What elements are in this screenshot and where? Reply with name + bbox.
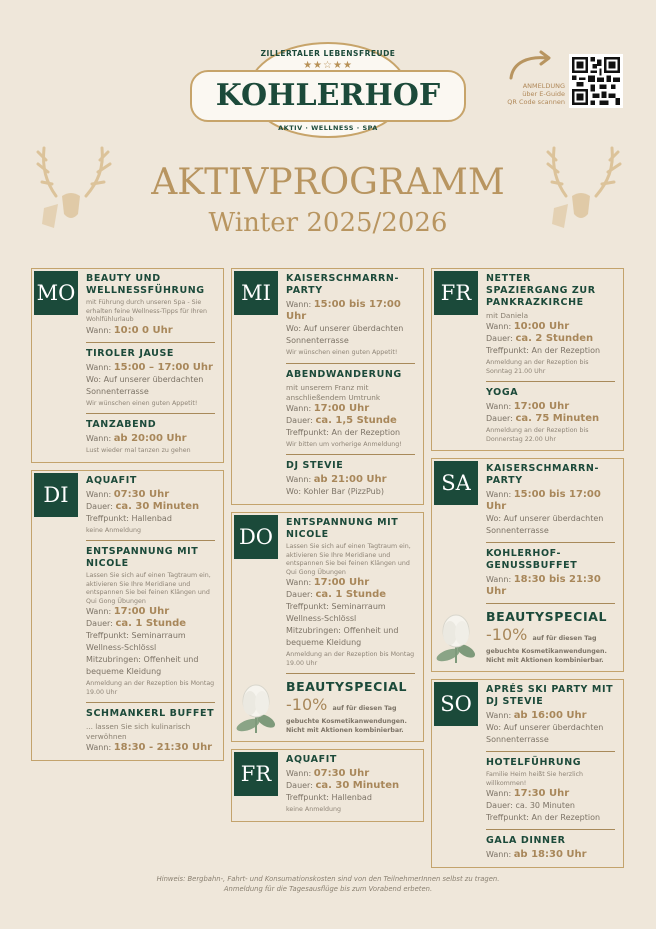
event-title: DJ STEVIE bbox=[286, 460, 344, 471]
event-location-value: Auf unserer überdachten Sonnenterrasse bbox=[486, 723, 604, 744]
event-time-label: Wann: bbox=[486, 789, 512, 798]
stars-icon: ★★☆★★ bbox=[303, 60, 353, 71]
event-location-label: Wo: bbox=[486, 514, 502, 523]
event-time bbox=[286, 474, 415, 486]
day-box-do bbox=[231, 512, 424, 742]
event-bring-along bbox=[86, 654, 215, 678]
event-meeting-point bbox=[86, 630, 215, 654]
event-item bbox=[486, 757, 615, 830]
event-list bbox=[486, 463, 615, 665]
event-meeting-point bbox=[286, 427, 415, 439]
event-time-label: Wann: bbox=[86, 607, 112, 616]
event-duration-label: Dauer: bbox=[286, 590, 313, 599]
event-duration-value: ca. 30 Minuten bbox=[515, 801, 575, 810]
event-duration-label: Dauer: bbox=[286, 781, 313, 790]
registration-line3: QR Code scannen bbox=[507, 98, 565, 106]
event-time bbox=[286, 577, 415, 589]
event-title: HOTELFÜHRUNG bbox=[486, 757, 582, 768]
event-time-label: Wann: bbox=[286, 578, 312, 587]
event-location bbox=[286, 486, 415, 498]
day-box-mo bbox=[31, 268, 224, 463]
event-time-label: Wann: bbox=[486, 711, 512, 720]
event-time-value: 10:0 0 Uhr bbox=[113, 324, 173, 336]
event-description: Lassen Sie sich auf einen Tagtraum ein, aktivieren Sie Ihre Meridiane und entspannen Sie bei feinen Klängen und Qui Gong Übungen bbox=[286, 543, 411, 576]
special-percent: -10% bbox=[486, 625, 528, 644]
day-badge: MO bbox=[34, 271, 78, 315]
event-list bbox=[286, 517, 415, 735]
event-time-value: ab 21:00 Uhr bbox=[313, 474, 387, 485]
event-list bbox=[286, 273, 415, 498]
event-meeting-point-value: An der Rezeption bbox=[531, 346, 601, 355]
event-title: SCHMANKERL BUFFET bbox=[86, 708, 215, 719]
event-meeting-point-value: An der Rezeption bbox=[331, 427, 401, 437]
event-time-label: Wann: bbox=[86, 434, 112, 443]
event-item bbox=[486, 548, 615, 604]
event-meeting-point-value: An der Rezeption bbox=[531, 813, 601, 822]
event-time-value: ab 16:00 Uhr bbox=[513, 710, 587, 721]
event-meeting-point-label: Treffpunkt: bbox=[486, 813, 529, 822]
day-badge: DO bbox=[234, 515, 278, 559]
page-subtitle: Winter 2025/2026 bbox=[208, 208, 448, 238]
event-time bbox=[486, 849, 615, 861]
event-location bbox=[486, 513, 615, 537]
event-note: Anmeldung an der Rezeption bis Montag 19.00 Uhr bbox=[286, 651, 415, 667]
event-time bbox=[486, 401, 615, 413]
day-badge: DI bbox=[34, 473, 78, 517]
qr-code-icon[interactable] bbox=[569, 54, 623, 108]
event-title: BEAUTY UND WELLNESSFÜHRUNG bbox=[86, 273, 205, 296]
event-duration bbox=[486, 333, 615, 345]
column-2 bbox=[231, 268, 424, 822]
event-bring-along-value: Offenheit und bequeme Kleidung bbox=[86, 655, 199, 676]
event-location-label: Wo: bbox=[286, 324, 302, 333]
event-meeting-point-value: Hallenbad bbox=[331, 793, 372, 802]
event-title: TANZABEND bbox=[86, 419, 157, 430]
event-location-value: Auf unserer überdachten Sonnenterrasse bbox=[486, 514, 604, 535]
event-note: keine Anmeldung bbox=[286, 806, 341, 813]
event-duration-value: ca. 1 Stunde bbox=[115, 618, 187, 629]
day-box-mi bbox=[231, 268, 424, 505]
event-bring-along-label: Mitzubringen: bbox=[86, 655, 141, 664]
event-time-value: 17:00 Uhr bbox=[313, 577, 370, 588]
event-time-label: Wann: bbox=[86, 325, 112, 335]
event-title: KAISERSCHMARRN-PARTY bbox=[486, 463, 599, 486]
event-time-value: 17:00 Uhr bbox=[513, 401, 570, 412]
event-description: Familie Heim heißt Sie herzlich willkommen! bbox=[486, 771, 584, 787]
event-time-value: 15:00 bis 17:00 Uhr bbox=[486, 489, 601, 512]
event-duration-value: ca. 1,5 Stunde bbox=[315, 414, 397, 426]
event-duration bbox=[286, 780, 415, 792]
event-item bbox=[286, 754, 415, 815]
event-time bbox=[86, 489, 215, 501]
special-title: BEAUTYSPECIAL bbox=[486, 609, 608, 624]
event-note: Anmeldung an der Rezeption bis Sonntag 21.00 Uhr bbox=[486, 359, 589, 375]
event-title: TIROLER JAUSE bbox=[86, 347, 175, 359]
event-duration bbox=[286, 415, 415, 427]
event-item bbox=[86, 708, 215, 754]
special-after: auf für diesen Tag bbox=[532, 635, 597, 642]
event-time-value: 15:00 bis 17:00 Uhr bbox=[286, 299, 401, 322]
event-time bbox=[486, 710, 615, 722]
event-meeting-point-label: Treffpunkt: bbox=[286, 427, 329, 437]
day-columns bbox=[31, 268, 624, 868]
event-meeting-point-value: Seminarraum Wellness-Schlössl bbox=[86, 631, 186, 652]
event-description: mit Führung durch unseren Spa - Sie erhalten feine Wellness-Tipps für Ihren Wohlfühlurlaub bbox=[86, 299, 207, 323]
event-meeting-point bbox=[286, 601, 415, 625]
day-badge: MI bbox=[234, 271, 278, 315]
footer-line2: Anmeldung für die Tagesausflüge bis zum Vorabend erbeten. bbox=[223, 885, 433, 893]
beauty-special bbox=[486, 609, 615, 665]
beauty-special bbox=[286, 679, 415, 735]
event-note: Lust wieder mal tanzen zu gehen bbox=[86, 447, 191, 454]
event-duration-label: Dauer: bbox=[286, 415, 313, 425]
event-item bbox=[486, 684, 615, 752]
event-note: Wir bitten um vorherige Anmeldung! bbox=[286, 440, 402, 448]
event-time bbox=[86, 362, 215, 374]
event-time-value: 17:00 Uhr bbox=[113, 606, 170, 617]
event-list bbox=[86, 475, 215, 755]
event-title: AQUAFIT bbox=[286, 754, 337, 765]
day-badge: FR bbox=[434, 271, 478, 315]
event-time-value: 18:30 - 21:30 Uhr bbox=[113, 742, 213, 753]
event-note: Anmeldung an der Rezeption bis Donnerstag 22.00 Uhr bbox=[486, 427, 589, 443]
event-meeting-point-label: Treffpunkt: bbox=[86, 631, 129, 640]
event-time-label: Wann: bbox=[86, 362, 112, 372]
event-list bbox=[486, 273, 615, 444]
registration-text bbox=[495, 82, 565, 106]
event-time bbox=[86, 325, 215, 337]
page-title: AKTIVPROGRAMM bbox=[151, 162, 505, 203]
day-badge: SO bbox=[434, 682, 478, 726]
event-duration bbox=[486, 800, 615, 812]
event-description: mit Daniela bbox=[486, 311, 529, 320]
event-duration bbox=[86, 618, 215, 630]
event-title: AQUAFIT bbox=[86, 474, 137, 486]
event-title: KAISERSCHMARRN-PARTY bbox=[286, 273, 399, 296]
event-duration-label: Dauer: bbox=[86, 619, 113, 628]
event-time bbox=[286, 768, 415, 780]
logo-subline: AKTIV · WELLNESS · SPA bbox=[278, 124, 378, 132]
program-area bbox=[0, 268, 656, 894]
special-discount bbox=[486, 625, 615, 648]
registration-line2: über E-Guide bbox=[522, 90, 565, 98]
event-time bbox=[486, 574, 615, 598]
event-item bbox=[86, 348, 215, 415]
event-title: APRÉS SKI PARTY MIT DJ STEVIE bbox=[486, 684, 614, 707]
event-item bbox=[486, 463, 615, 543]
event-meeting-point-value: Seminarraum Wellness-Schlössl bbox=[286, 602, 386, 623]
column-1 bbox=[31, 268, 224, 761]
event-time-label: Wann: bbox=[286, 300, 312, 309]
event-time bbox=[486, 321, 615, 333]
event-duration-value: ca. 30 Minuten bbox=[115, 500, 200, 512]
event-time-label: Wann: bbox=[486, 322, 512, 331]
rose-flower-icon bbox=[234, 681, 278, 737]
event-note: keine Anmeldung bbox=[86, 526, 141, 534]
event-title: YOGA bbox=[486, 387, 519, 398]
event-time bbox=[286, 403, 415, 415]
special-text: gebuchte Kosmetikanwendungen. Nicht mit Aktionen kombinierbar. bbox=[286, 718, 407, 734]
event-duration-value: ca. 75 Minuten bbox=[515, 413, 600, 424]
event-time bbox=[86, 433, 215, 445]
event-time-label: Wann: bbox=[486, 850, 512, 859]
special-title: BEAUTYSPECIAL bbox=[286, 679, 408, 694]
event-list bbox=[286, 754, 415, 815]
event-location bbox=[286, 323, 415, 347]
event-meeting-point-label: Treffpunkt: bbox=[286, 793, 329, 802]
event-item bbox=[286, 369, 415, 456]
event-time-value: 10:00 Uhr bbox=[513, 321, 570, 332]
event-bring-along bbox=[286, 625, 415, 649]
day-box-di bbox=[31, 470, 224, 762]
event-item bbox=[286, 517, 415, 674]
event-list bbox=[486, 684, 615, 861]
event-meeting-point-label: Treffpunkt: bbox=[86, 513, 129, 523]
event-duration-value: ca. 1 Stunde bbox=[315, 589, 387, 600]
event-title: KOHLERHOF-GENUSSBUFFET bbox=[486, 548, 578, 571]
day-badge: FR bbox=[234, 752, 278, 796]
event-note: Anmeldung an der Rezeption bis Montag 19.00 Uhr bbox=[86, 680, 215, 696]
event-time-label: Wann: bbox=[86, 743, 112, 752]
day-box-fr-1 bbox=[231, 749, 424, 822]
event-time-label: Wann: bbox=[486, 575, 512, 584]
event-item bbox=[486, 273, 615, 382]
event-time-value: 17:30 Uhr bbox=[513, 788, 570, 799]
event-duration-value: ca. 2 Stunden bbox=[515, 333, 594, 344]
event-meeting-point bbox=[486, 812, 615, 824]
day-box-so bbox=[431, 679, 624, 868]
event-time-value: ab 18:30 Uhr bbox=[513, 849, 587, 860]
event-location-label: Wo: bbox=[286, 487, 302, 496]
event-bring-along-label: Mitzubringen: bbox=[286, 626, 341, 635]
logo-tagline: ZILLERTALER LEBENSFREUDE bbox=[260, 49, 396, 58]
event-time-value: 07:30 Uhr bbox=[313, 768, 370, 779]
event-title: ENTSPANNUNG MIT NICOLE bbox=[286, 517, 399, 540]
event-time bbox=[86, 606, 215, 618]
event-description: Lassen Sie sich auf einen Tagtraum ein, aktivieren Sie Ihre Meridiane und entspannen Sie bei feinen Klängen und Qui Gong Übungen bbox=[86, 572, 211, 605]
event-item bbox=[286, 460, 415, 498]
logo-name: KOHLERHOF bbox=[215, 78, 441, 113]
event-item bbox=[86, 419, 215, 456]
event-title: ABENDWANDERUNG bbox=[286, 368, 402, 380]
kohlerhof-logo bbox=[190, 40, 466, 140]
footer-line1: Hinweis: Bergbahn-, Fahrt- und Konsumationskosten sind von den TeilnehmerInnen selbst zu tragen. bbox=[156, 875, 500, 883]
event-description: mit unserem Franz mit anschließendem Umtrunk bbox=[286, 382, 381, 402]
event-time bbox=[486, 788, 615, 800]
event-note: Wir wünschen einen guten Appetit! bbox=[286, 349, 398, 356]
curved-arrow-icon bbox=[507, 50, 555, 80]
event-title: NETTER SPAZIERGANG ZUR PANKRAZKIRCHE bbox=[486, 273, 596, 308]
event-item bbox=[286, 273, 415, 364]
event-item bbox=[86, 273, 215, 343]
event-meeting-point bbox=[286, 792, 415, 804]
registration-line1: ANMELDUNG bbox=[522, 82, 565, 90]
event-location-value: Auf unserer überdachten Sonnenterrasse bbox=[86, 374, 204, 396]
special-text: gebuchte Kosmetikanwendungen. Nicht mit Aktionen kombinierbar. bbox=[486, 648, 607, 664]
event-time bbox=[486, 489, 615, 513]
event-location bbox=[86, 374, 215, 398]
event-time-value: 18:30 bis 21:30 Uhr bbox=[486, 574, 601, 597]
event-title: ENTSPANNUNG MIT NICOLE bbox=[86, 546, 199, 569]
event-duration bbox=[486, 413, 615, 425]
event-location-value: Auf unserer überdachten Sonnenterrasse bbox=[286, 324, 404, 345]
event-duration-label: Dauer: bbox=[486, 801, 513, 810]
event-item bbox=[486, 387, 615, 444]
event-time-label: Wann: bbox=[86, 489, 112, 499]
event-title: GALA DINNER bbox=[486, 835, 566, 846]
event-time bbox=[86, 742, 215, 754]
event-time-value: 07:30 Uhr bbox=[113, 488, 170, 500]
day-box-sa bbox=[431, 458, 624, 672]
special-discount bbox=[286, 695, 415, 718]
event-item bbox=[86, 546, 215, 703]
event-meeting-point bbox=[486, 345, 615, 357]
event-duration-label: Dauer: bbox=[486, 414, 513, 423]
event-time-label: Wann: bbox=[286, 769, 312, 778]
registration-qr bbox=[495, 50, 630, 112]
event-duration bbox=[86, 501, 215, 513]
footer-note bbox=[0, 874, 656, 894]
event-time-label: Wann: bbox=[486, 402, 512, 411]
rose-flower-icon bbox=[434, 611, 478, 667]
event-item bbox=[486, 835, 615, 861]
event-time-value: ab 20:00 Uhr bbox=[113, 433, 187, 444]
event-location-label: Wo: bbox=[86, 374, 102, 384]
event-time-value: 15:00 – 17:00 Uhr bbox=[113, 361, 213, 373]
event-duration-value: ca. 30 Minuten bbox=[315, 780, 400, 791]
event-time bbox=[286, 299, 415, 323]
event-meeting-point-label: Treffpunkt: bbox=[286, 602, 329, 611]
day-badge: SA bbox=[434, 461, 478, 505]
column-3 bbox=[431, 268, 624, 868]
event-location bbox=[486, 722, 615, 746]
day-box-fr-2 bbox=[431, 268, 624, 451]
event-meeting-point-label: Treffpunkt: bbox=[486, 346, 529, 355]
event-location-value: Kohler Bar (PizzPub) bbox=[303, 487, 384, 496]
event-duration bbox=[286, 589, 415, 601]
event-time-label: Wann: bbox=[286, 403, 312, 413]
event-item bbox=[86, 475, 215, 542]
event-meeting-point bbox=[86, 513, 215, 525]
event-duration-label: Dauer: bbox=[486, 334, 513, 343]
event-duration-label: Dauer: bbox=[86, 501, 113, 511]
event-meeting-point-value: Hallenbad bbox=[131, 513, 172, 523]
special-percent: -10% bbox=[286, 695, 328, 714]
special-after: auf für diesen Tag bbox=[332, 705, 397, 712]
event-time-value: 17:00 Uhr bbox=[313, 402, 370, 414]
event-bring-along-value: Offenheit und bequeme Kleidung bbox=[286, 626, 399, 647]
event-list bbox=[86, 273, 215, 456]
event-time-label: Wann: bbox=[486, 490, 512, 499]
event-time-label: Wann: bbox=[286, 475, 312, 484]
event-description: ... lassen Sie sich kulinarisch verwöhnen bbox=[86, 722, 191, 741]
event-location-label: Wo: bbox=[486, 723, 502, 732]
event-note: Wir wünschen einen guten Appetit! bbox=[86, 399, 198, 407]
